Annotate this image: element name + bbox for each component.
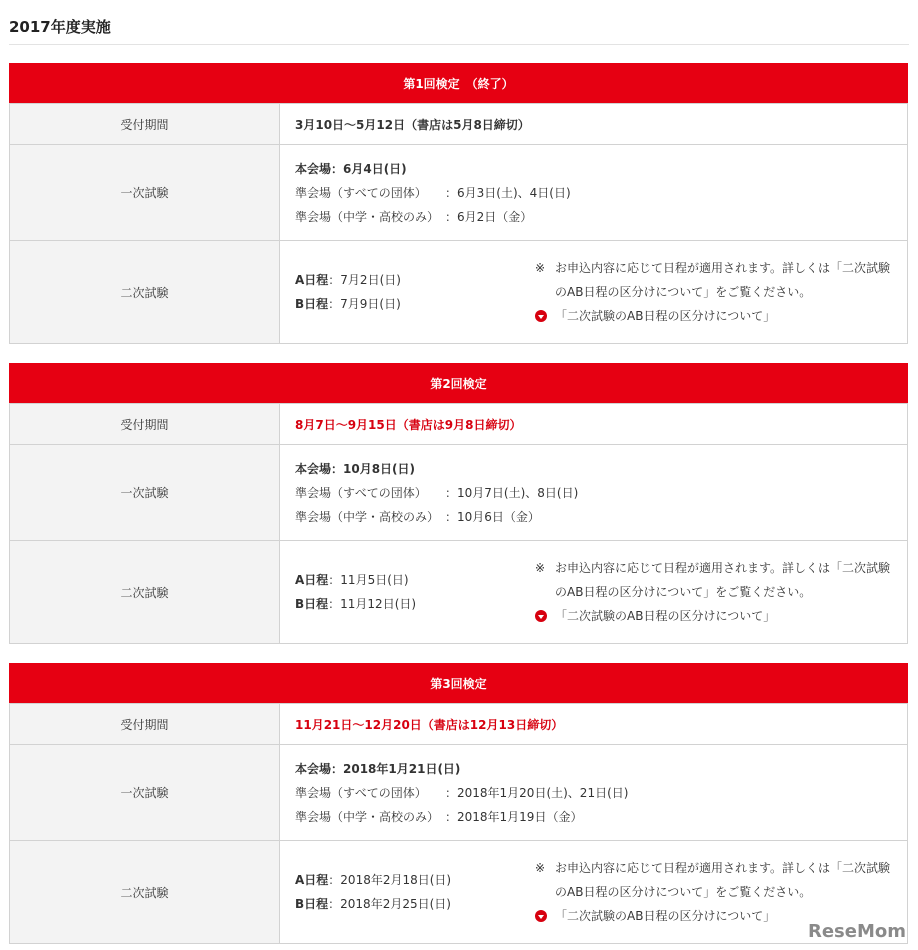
b-schedule-label: B日程 (295, 597, 329, 611)
main-venue-date: 本会場：6月4日(日) (295, 161, 407, 176)
note-text: お申込内容に応じて日程が適用されます。詳しくは「二次試験 (555, 561, 891, 575)
ab-note (535, 256, 907, 328)
b-schedule-date: ：2018年2月25日(日) (328, 897, 451, 911)
ab-note (535, 856, 907, 928)
row-label: 一次試験 (10, 445, 280, 541)
first-exam-dates (280, 745, 908, 841)
reception-period (280, 104, 908, 145)
sub-venue-date: ：10月7日(土)、8日(日) (445, 485, 579, 500)
row-label: 二次試験 (10, 541, 280, 644)
ab-schedule (295, 568, 535, 616)
a-schedule-date: ：2018年2月18日(日) (328, 873, 452, 887)
row-label: 受付期間 (10, 704, 280, 745)
second-exam-dates (280, 241, 908, 344)
sub-venue-label: 準会場（すべての団体） (295, 785, 427, 800)
sub-venue-label: 準会場（中学・高校のみ） (295, 809, 440, 824)
ab-guide-link[interactable] (535, 304, 907, 328)
reception-period (280, 404, 908, 445)
title-divider (9, 44, 909, 45)
table-row-second-exam (10, 541, 908, 644)
table-row-first-exam (10, 445, 908, 541)
b-schedule-date: ：11月12日(日) (328, 597, 417, 611)
sub-venue-all (295, 181, 907, 205)
sub-venue-label: 準会場（中学・高校のみ） (295, 509, 440, 524)
exam-block-2 (9, 363, 908, 644)
sub-venue-all (295, 781, 907, 805)
sub-venue-school (295, 505, 907, 529)
note-text: のAB日程の区分けについて」をご覧ください。 (555, 885, 812, 899)
row-label: 受付期間 (10, 404, 280, 445)
main-venue-date: 本会場：2018年1月21日(日) (295, 761, 461, 776)
table-row-reception (10, 104, 908, 145)
ab-guide-link[interactable] (535, 604, 907, 628)
ab-guide-link-text[interactable]: 「二次試験のAB日程の区分けについて」 (555, 909, 776, 923)
note-text: のAB日程の区分けについて」をご覧ください。 (555, 285, 812, 299)
sub-venue-date: ：10月6日（金） (445, 509, 540, 524)
table-row-reception (10, 704, 908, 745)
reception-period-text: 8月7日～9月15日（書店は9月8日締切） (295, 417, 522, 432)
note-text: お申込内容に応じて日程が適用されます。詳しくは「二次試験 (555, 861, 891, 875)
first-exam-dates (280, 145, 908, 241)
table-row-second-exam (10, 241, 908, 344)
note-mark: ※ (535, 861, 546, 875)
ab-note (535, 556, 907, 628)
chevron-down-circle-icon (535, 910, 547, 922)
ab-schedule (295, 868, 535, 916)
sub-venue-date: ：2018年1月19日（金） (445, 809, 583, 824)
reception-period-text: 11月21日～12月20日（書店は12月13日締切） (295, 717, 564, 732)
a-schedule-date: ：11月5日(日) (328, 573, 409, 587)
b-schedule-label: B日程 (295, 897, 329, 911)
row-label: 一次試験 (10, 745, 280, 841)
chevron-down-circle-icon (535, 610, 547, 622)
row-label: 二次試験 (10, 241, 280, 344)
sub-venue-label: 準会場（すべての団体） (295, 185, 427, 200)
reception-period (280, 704, 908, 745)
table-row-second-exam (10, 841, 908, 944)
row-label: 二次試験 (10, 841, 280, 944)
note-text: のAB日程の区分けについて」をご覧ください。 (555, 585, 812, 599)
chevron-down-circle-icon (535, 310, 547, 322)
a-schedule-label: A日程 (295, 873, 329, 887)
schedule-table (9, 103, 908, 344)
sub-venue-school (295, 205, 907, 229)
ab-guide-link-text[interactable]: 「二次試験のAB日程の区分けについて」 (555, 309, 776, 323)
sub-venue-date: ：6月3日(土)、4日(日) (445, 185, 571, 200)
row-label: 受付期間 (10, 104, 280, 145)
exam-block-3 (9, 663, 908, 944)
note-text: お申込内容に応じて日程が適用されます。詳しくは「二次試験 (555, 261, 891, 275)
reception-period-text: 3月10日～5月12日（書店は5月8日締切） (295, 117, 530, 132)
exam-block-1 (9, 63, 908, 344)
exam-block-header: 第3回検定 (9, 663, 908, 703)
resemom-watermark-logo: ReseMom (807, 921, 906, 942)
b-schedule-date: ：7月9日(日) (328, 297, 401, 311)
sub-venue-label: 準会場（すべての団体） (295, 485, 427, 500)
ab-schedule (295, 268, 535, 316)
b-schedule-label: B日程 (295, 297, 329, 311)
table-row-first-exam (10, 145, 908, 241)
note-mark: ※ (535, 261, 546, 275)
second-exam-dates (280, 541, 908, 644)
table-row-reception (10, 404, 908, 445)
ab-guide-link-text[interactable]: 「二次試験のAB日程の区分けについて」 (555, 609, 776, 623)
sub-venue-all (295, 481, 907, 505)
schedule-table (9, 403, 908, 644)
exam-block-header: 第1回検定 （終了） (9, 63, 908, 103)
exam-block-header: 第2回検定 (9, 363, 908, 403)
a-schedule-label: A日程 (295, 273, 329, 287)
schedule-table (9, 703, 908, 944)
sub-venue-date: ：6月2日（金） (445, 209, 533, 224)
main-venue-date: 本会場：10月8日(日) (295, 461, 416, 476)
sub-venue-label: 準会場（中学・高校のみ） (295, 209, 440, 224)
a-schedule-label: A日程 (295, 573, 329, 587)
table-row-first-exam (10, 745, 908, 841)
first-exam-dates (280, 445, 908, 541)
page-title: 2017年度実施 (9, 18, 111, 36)
row-label: 一次試験 (10, 145, 280, 241)
note-mark: ※ (535, 561, 546, 575)
a-schedule-date: ：7月2日(日) (328, 273, 401, 287)
sub-venue-date: ：2018年1月20日(土)、21日(日) (445, 785, 629, 800)
sub-venue-school (295, 805, 907, 829)
